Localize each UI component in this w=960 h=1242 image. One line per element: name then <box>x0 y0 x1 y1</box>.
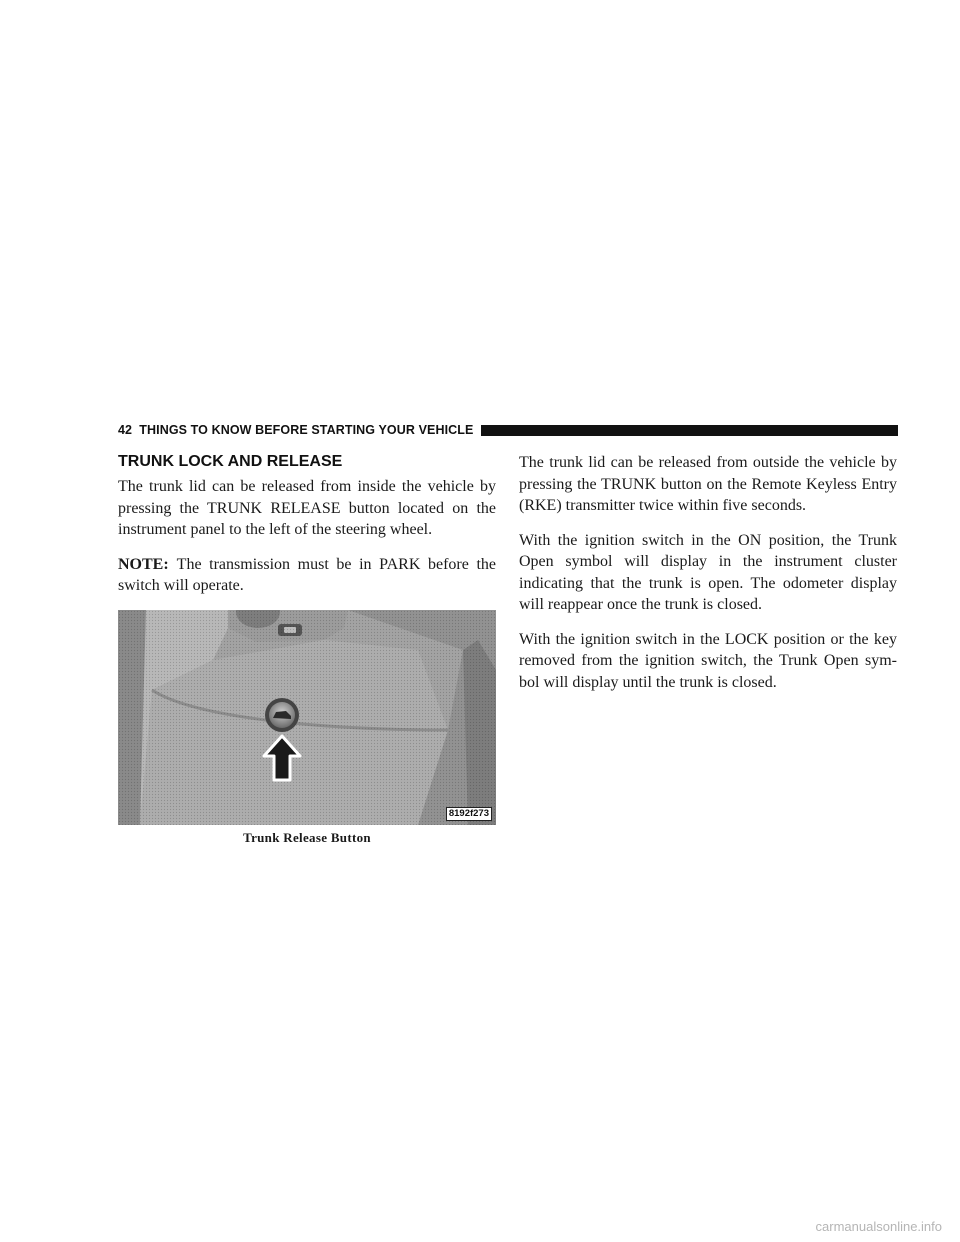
section-title: TRUNK LOCK AND RELEASE <box>118 453 343 470</box>
right-column <box>519 452 897 706</box>
figure-caption: Trunk Release Button <box>243 829 371 845</box>
left-column <box>118 452 496 846</box>
page-header <box>118 420 898 440</box>
note-paragraph <box>118 554 496 597</box>
header-text <box>118 423 473 437</box>
note-text: The transmission must be in PARK before the switch will operate. <box>118 555 496 594</box>
rke-paragraph: The trunk lid can be released from outside the vehicle by pressing the TRUNK button on the Remote Keyless Entry (RKE) transmitter twice within five seconds. <box>519 454 897 514</box>
ignition-lock-paragraph: With the ignition switch in the LOCK position or the key removed from the ignition switch, the Trunk Open sym-bol will display until the trunk is closed. <box>519 630 897 691</box>
figure-id-label: 8192f273 <box>446 807 492 821</box>
watermark: carmanualsonline.info <box>815 1219 942 1234</box>
ignition-on-paragraph: With the ignition switch in the ON position, the Trunk Open symbol will display in the instrument cluster indicating that the trunk is open. The odometer display will reappear once the trunk is closed. <box>519 531 897 613</box>
header-rule <box>481 425 898 436</box>
trunk-release-figure <box>118 610 496 825</box>
section-name: THINGS TO KNOW BEFORE STARTING YOUR VEHICLE <box>139 423 474 437</box>
page-number: 42 <box>118 423 133 437</box>
dashboard-illustration <box>118 610 496 825</box>
note-label: NOTE: <box>118 555 169 573</box>
intro-paragraph: The trunk lid can be released from inside the vehicle by pressing the TRUNK RELEASE button located on the instrument panel to the left of the steering wheel. <box>118 478 496 538</box>
